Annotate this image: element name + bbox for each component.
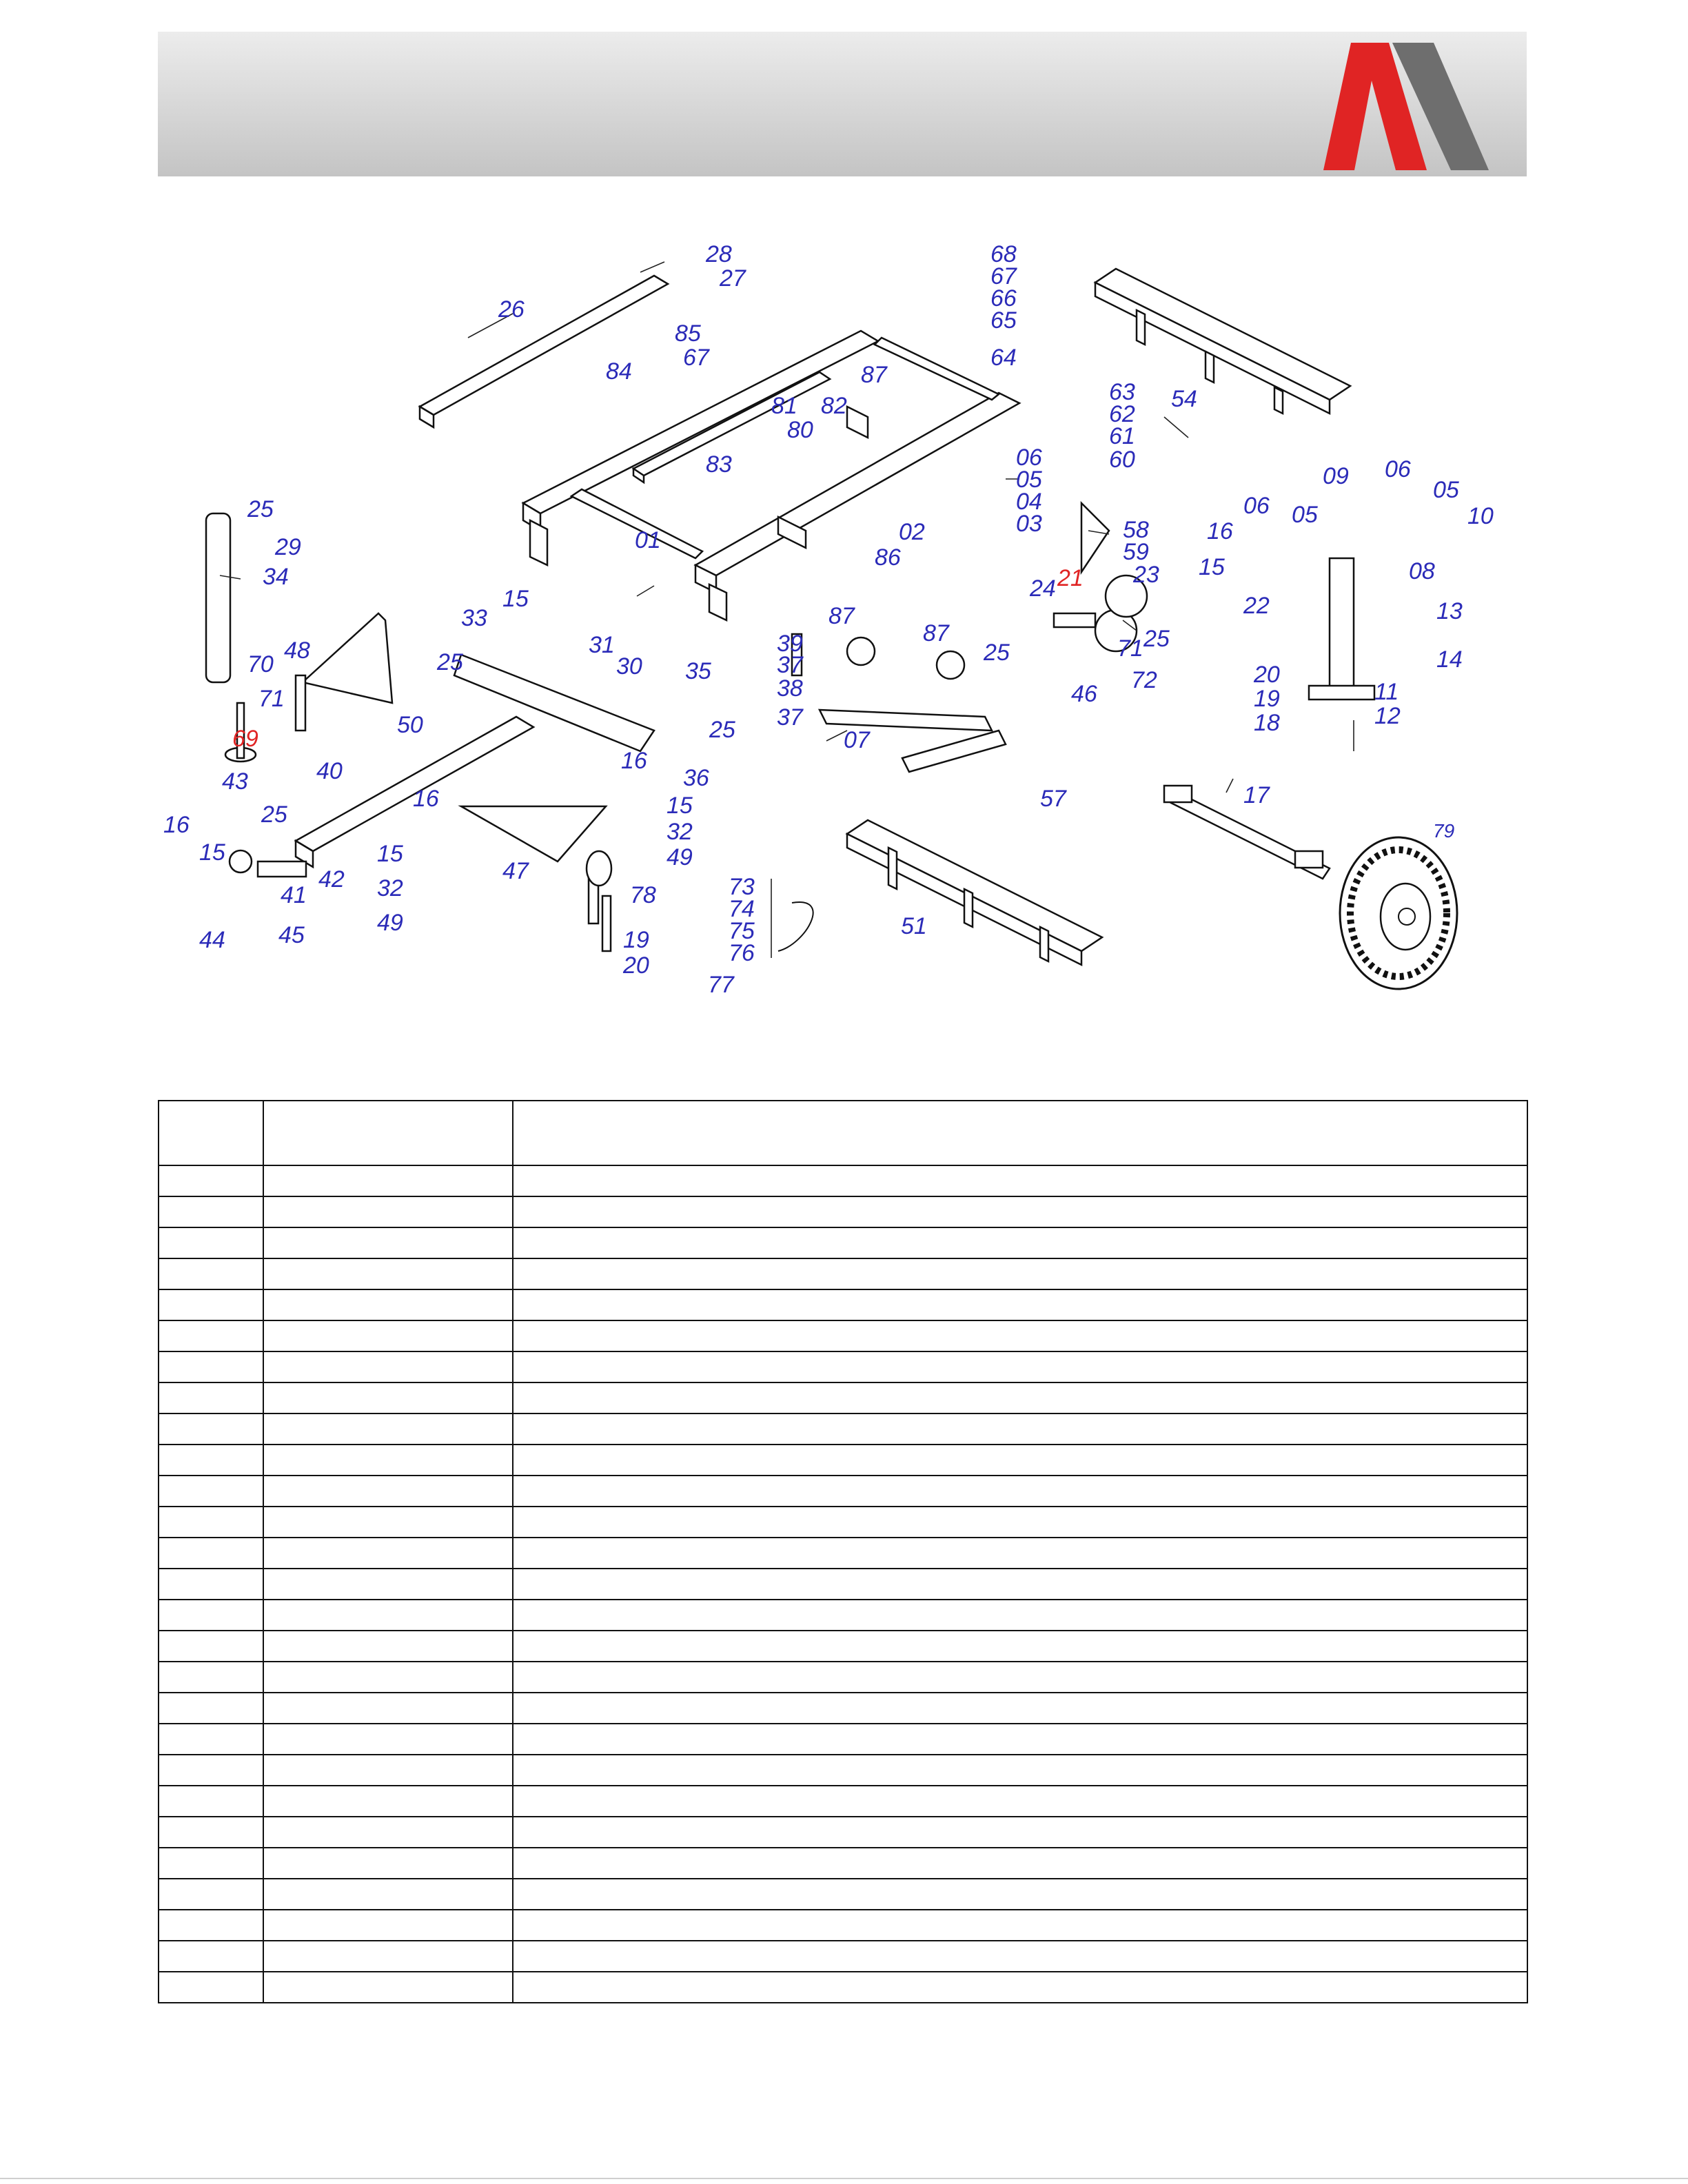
callout-77: 77 xyxy=(708,972,734,998)
table-cell-code xyxy=(263,1972,513,2003)
callout-37: 37 xyxy=(777,652,803,678)
table-cell-no xyxy=(159,1631,263,1662)
table-row xyxy=(159,1662,1527,1693)
table-cell-code xyxy=(263,1227,513,1258)
callout-44: 44 xyxy=(199,927,225,953)
callout-34: 34 xyxy=(263,564,289,590)
callout-65: 65 xyxy=(990,307,1017,334)
callout-41: 41 xyxy=(281,882,307,908)
table-row xyxy=(159,1941,1527,1972)
callout-42: 42 xyxy=(318,866,345,892)
callout-06: 06 xyxy=(1243,493,1270,519)
callout-66: 66 xyxy=(990,285,1017,312)
callout-59: 59 xyxy=(1123,539,1149,565)
table-cell-description xyxy=(513,1724,1527,1755)
table-cell-code xyxy=(263,1289,513,1320)
callout-68: 68 xyxy=(990,241,1017,267)
table-cell-description xyxy=(513,1941,1527,1972)
stand-post xyxy=(1309,558,1374,700)
callout-26: 26 xyxy=(498,296,525,323)
callout-20: 20 xyxy=(623,952,649,979)
table-row xyxy=(159,1910,1527,1941)
table-cell-code xyxy=(263,1910,513,1941)
table-row xyxy=(159,1258,1527,1289)
table-cell-description xyxy=(513,1755,1527,1786)
header-band xyxy=(158,32,1527,176)
callout-06: 06 xyxy=(1016,445,1042,471)
callout-07: 07 xyxy=(844,727,870,753)
table-cell-no xyxy=(159,1693,263,1724)
table-cell-description xyxy=(513,1258,1527,1289)
table-cell-description xyxy=(513,1972,1527,2003)
table-cell-no xyxy=(159,1289,263,1320)
table-row xyxy=(159,1600,1527,1631)
table-row xyxy=(159,1817,1527,1848)
table-cell-description xyxy=(513,1538,1527,1569)
callout-30: 30 xyxy=(616,653,642,680)
callout-32: 32 xyxy=(667,819,693,845)
callout-78: 78 xyxy=(630,882,656,908)
main-frame xyxy=(523,331,1019,620)
table-row xyxy=(159,1476,1527,1507)
table-row xyxy=(159,1445,1527,1476)
callout-71: 71 xyxy=(1117,635,1143,662)
table-cell-description xyxy=(513,1631,1527,1662)
table-cell-no xyxy=(159,1817,263,1848)
table-cell-description xyxy=(513,1662,1527,1693)
table-cell-code xyxy=(263,1879,513,1910)
table-cell-no xyxy=(159,1382,263,1414)
callout-61: 61 xyxy=(1109,423,1135,449)
callout-74: 74 xyxy=(729,896,755,922)
header-cell-code xyxy=(263,1101,513,1165)
table-row xyxy=(159,1538,1527,1569)
callout-21: 21 xyxy=(1057,565,1084,591)
table-cell-no xyxy=(159,1879,263,1910)
diagram-canvas xyxy=(158,207,1527,1054)
callout-87: 87 xyxy=(861,362,887,388)
front-toolbar xyxy=(847,820,1102,965)
table-cell-no xyxy=(159,1165,263,1196)
table-cell-code xyxy=(263,1165,513,1196)
callout-25: 25 xyxy=(984,640,1010,666)
callout-60: 60 xyxy=(1109,447,1135,473)
callout-16: 16 xyxy=(621,748,647,774)
callout-72: 72 xyxy=(1131,667,1157,693)
table-cell-no xyxy=(159,1476,263,1507)
callout-40: 40 xyxy=(316,758,343,784)
callout-31: 31 xyxy=(589,632,615,658)
table-cell-no xyxy=(159,1941,263,1972)
header-cell-description xyxy=(513,1101,1527,1165)
callout-39: 39 xyxy=(777,631,803,657)
callout-84: 84 xyxy=(606,358,632,385)
table-cell-description xyxy=(513,1320,1527,1351)
table-cell-no xyxy=(159,1569,263,1600)
callout-32: 32 xyxy=(377,875,403,901)
callout-03: 03 xyxy=(1016,511,1042,537)
table-cell-description xyxy=(513,1786,1527,1817)
callout-16: 16 xyxy=(413,786,439,812)
table-row xyxy=(159,1755,1527,1786)
table-row xyxy=(159,1165,1527,1196)
table-cell-description xyxy=(513,1600,1527,1631)
table-cell-code xyxy=(263,1662,513,1693)
callout-15: 15 xyxy=(377,841,403,867)
callout-35: 35 xyxy=(685,658,711,684)
table-cell-no xyxy=(159,1351,263,1382)
table-cell-description xyxy=(513,1289,1527,1320)
header-cell-no xyxy=(159,1101,263,1165)
callout-16: 16 xyxy=(1207,518,1233,544)
callout-87: 87 xyxy=(923,620,949,646)
table-cell-description xyxy=(513,1476,1527,1507)
table-cell-no xyxy=(159,1662,263,1693)
table-cell-code xyxy=(263,1382,513,1414)
table-row xyxy=(159,1289,1527,1320)
callout-50: 50 xyxy=(397,712,423,738)
callout-09: 09 xyxy=(1323,463,1349,489)
table-cell-no xyxy=(159,1910,263,1941)
callout-11: 11 xyxy=(1374,679,1399,705)
callout-29: 29 xyxy=(275,534,301,560)
table-row xyxy=(159,1569,1527,1600)
table-cell-description xyxy=(513,1165,1527,1196)
callout-12: 12 xyxy=(1374,703,1401,729)
callout-73: 73 xyxy=(729,874,755,900)
wheel-tire xyxy=(1340,837,1457,989)
table-cell-no xyxy=(159,1755,263,1786)
callout-76: 76 xyxy=(729,940,755,966)
callout-15: 15 xyxy=(667,793,693,819)
table-cell-code xyxy=(263,1507,513,1538)
callout-06: 06 xyxy=(1385,456,1411,482)
callout-47: 47 xyxy=(502,858,529,884)
table-cell-description xyxy=(513,1351,1527,1382)
table-cell-code xyxy=(263,1817,513,1848)
table-cell-no xyxy=(159,1227,263,1258)
table-cell-code xyxy=(263,1693,513,1724)
table-cell-code xyxy=(263,1320,513,1351)
callout-04: 04 xyxy=(1016,489,1042,515)
callout-25: 25 xyxy=(709,717,735,743)
table-cell-description xyxy=(513,1227,1527,1258)
table-cell-code xyxy=(263,1538,513,1569)
callout-10: 10 xyxy=(1467,503,1494,529)
table-cell-code xyxy=(263,1941,513,1972)
callout-86: 86 xyxy=(875,544,901,571)
exploded-parts-diagram xyxy=(158,207,1527,1054)
table-cell-description xyxy=(513,1879,1527,1910)
table-row xyxy=(159,1507,1527,1538)
table-row xyxy=(159,1227,1527,1258)
callout-05: 05 xyxy=(1292,502,1318,528)
callout-57: 57 xyxy=(1040,786,1066,812)
callout-23: 23 xyxy=(1133,562,1159,588)
table-row xyxy=(159,1693,1527,1724)
table-cell-code xyxy=(263,1724,513,1755)
callout-58: 58 xyxy=(1123,517,1149,543)
callout-48: 48 xyxy=(284,637,310,664)
callout-85: 85 xyxy=(675,320,701,347)
callout-51: 51 xyxy=(901,913,927,939)
table-row xyxy=(159,1631,1527,1662)
callout-37: 37 xyxy=(777,704,803,731)
callout-14: 14 xyxy=(1436,646,1463,673)
table-cell-code xyxy=(263,1351,513,1382)
table-cell-description xyxy=(513,1910,1527,1941)
callout-45: 45 xyxy=(278,922,305,948)
table-cell-description xyxy=(513,1569,1527,1600)
callout-25: 25 xyxy=(261,802,287,828)
table-cell-description xyxy=(513,1382,1527,1414)
parts-table-body xyxy=(159,1165,1527,2003)
callout-62: 62 xyxy=(1109,401,1135,427)
table-cell-no xyxy=(159,1972,263,2003)
table-cell-code xyxy=(263,1196,513,1227)
table-cell-description xyxy=(513,1445,1527,1476)
table-cell-no xyxy=(159,1507,263,1538)
table-cell-no xyxy=(159,1445,263,1476)
callout-08: 08 xyxy=(1409,558,1435,584)
callout-46: 46 xyxy=(1071,681,1097,707)
table-row xyxy=(159,1848,1527,1879)
table-cell-code xyxy=(263,1569,513,1600)
callout-63: 63 xyxy=(1109,379,1135,405)
table-cell-code xyxy=(263,1258,513,1289)
table-cell-no xyxy=(159,1320,263,1351)
table-cell-code xyxy=(263,1631,513,1662)
callout-01: 01 xyxy=(635,527,661,553)
table-row xyxy=(159,1972,1527,2003)
table-cell-code xyxy=(263,1848,513,1879)
callout-82: 82 xyxy=(821,393,847,419)
table-cell-code xyxy=(263,1476,513,1507)
callout-33: 33 xyxy=(461,605,487,631)
callout-20: 20 xyxy=(1254,662,1280,688)
table-row xyxy=(159,1879,1527,1910)
callout-80: 80 xyxy=(787,417,813,443)
table-cell-no xyxy=(159,1724,263,1755)
callout-36: 36 xyxy=(683,765,709,791)
callout-16: 16 xyxy=(163,812,190,838)
callout-64: 64 xyxy=(990,345,1017,371)
table-cell-description xyxy=(513,1507,1527,1538)
callout-24: 24 xyxy=(1030,575,1056,602)
callout-25: 25 xyxy=(437,649,463,675)
table-cell-description xyxy=(513,1414,1527,1445)
table-cell-code xyxy=(263,1786,513,1817)
callout-19: 19 xyxy=(1254,686,1280,712)
table-row xyxy=(159,1786,1527,1817)
table-cell-no xyxy=(159,1196,263,1227)
callout-43: 43 xyxy=(222,768,248,795)
callout-87: 87 xyxy=(828,603,855,629)
callout-25: 25 xyxy=(1143,626,1170,652)
table-cell-code xyxy=(263,1445,513,1476)
table-row xyxy=(159,1414,1527,1445)
table-cell-description xyxy=(513,1848,1527,1879)
callout-79: 79 xyxy=(1433,820,1455,841)
table-cell-no xyxy=(159,1414,263,1445)
table-row xyxy=(159,1196,1527,1227)
brand-logo-icon xyxy=(1323,43,1516,174)
table-cell-description xyxy=(513,1817,1527,1848)
callout-54: 54 xyxy=(1171,386,1197,412)
table-cell-description xyxy=(513,1693,1527,1724)
callout-15: 15 xyxy=(1199,554,1225,580)
callout-71: 71 xyxy=(258,686,285,712)
callout-38: 38 xyxy=(777,675,803,702)
callout-02: 02 xyxy=(899,519,925,545)
callout-13: 13 xyxy=(1436,598,1463,624)
callout-17: 17 xyxy=(1243,782,1270,808)
table-cell-no xyxy=(159,1786,263,1817)
callout-67: 67 xyxy=(990,263,1017,289)
callout-83: 83 xyxy=(706,451,732,478)
callout-70: 70 xyxy=(247,651,274,677)
callout-49: 49 xyxy=(667,844,693,870)
callout-67: 67 xyxy=(683,345,709,371)
parts-table xyxy=(158,1100,1528,2003)
callout-18: 18 xyxy=(1254,710,1280,736)
table-cell-no xyxy=(159,1258,263,1289)
callout-19: 19 xyxy=(623,927,649,953)
table-row xyxy=(159,1320,1527,1351)
table-cell-code xyxy=(263,1755,513,1786)
callout-75: 75 xyxy=(729,918,755,944)
table-cell-no xyxy=(159,1848,263,1879)
callout-49: 49 xyxy=(377,910,403,936)
callout-81: 81 xyxy=(771,393,797,419)
callout-25: 25 xyxy=(247,496,274,522)
table-cell-code xyxy=(263,1600,513,1631)
callout-27: 27 xyxy=(720,265,746,292)
table-cell-code xyxy=(263,1414,513,1445)
callout-15: 15 xyxy=(199,839,225,866)
callout-15: 15 xyxy=(502,586,529,612)
misc-parts xyxy=(206,503,1147,951)
callout-22: 22 xyxy=(1243,593,1270,619)
table-cell-description xyxy=(513,1196,1527,1227)
callout-05: 05 xyxy=(1016,467,1042,493)
footer-rule xyxy=(0,2178,1688,2179)
callout-05: 05 xyxy=(1433,477,1459,503)
hitch-tube xyxy=(420,276,668,427)
callout-69: 69 xyxy=(232,726,258,752)
table-row xyxy=(159,1724,1527,1755)
callout-28: 28 xyxy=(706,241,732,267)
table-row xyxy=(159,1351,1527,1382)
table-header-row xyxy=(159,1101,1527,1165)
table-cell-no xyxy=(159,1538,263,1569)
table-row xyxy=(159,1382,1527,1414)
table-cell-no xyxy=(159,1600,263,1631)
